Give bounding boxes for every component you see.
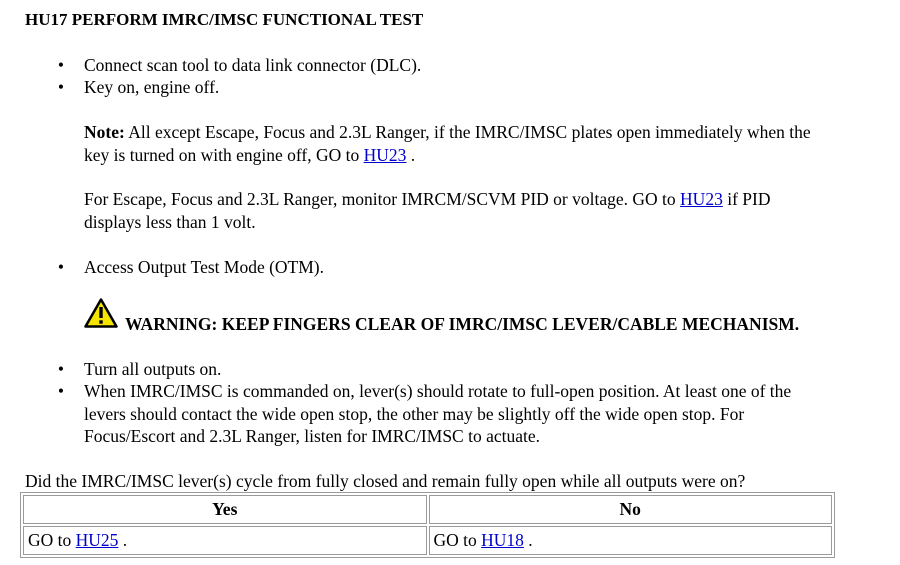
yes-header: Yes bbox=[23, 495, 427, 524]
yes-goto-text: GO to bbox=[28, 530, 72, 550]
warning-triangle-icon bbox=[84, 298, 118, 328]
table-row bbox=[23, 526, 832, 555]
lever-line-2: levers should contact the wide open stop, the other may be slightly off the wide open stop. For bbox=[84, 403, 745, 424]
para2-text-1: For Escape, Focus and 2.3L Ranger, monitor IMRCM/SCVM PID or voltage. GO to bbox=[84, 189, 676, 209]
bullet-icon: • bbox=[57, 257, 65, 277]
bullet-icon: • bbox=[57, 359, 65, 379]
link-hu23-pid[interactable]: HU23 bbox=[680, 189, 723, 209]
step-key-on: Key on, engine off. bbox=[84, 77, 220, 97]
note-text-1: All except Escape, Focus and 2.3L Ranger, if the IMRC/IMSC plates open immediately when the bbox=[128, 122, 811, 142]
step-connect-scan-tool: Connect scan tool to data link connector (DLC). bbox=[84, 55, 422, 75]
bullet-icon: • bbox=[57, 381, 65, 401]
para2-line-1 bbox=[84, 188, 899, 211]
note-label: Note: bbox=[84, 122, 125, 142]
step-turn-outputs-on: Turn all outputs on. bbox=[84, 359, 222, 379]
no-header: No bbox=[429, 495, 833, 524]
table-header-row bbox=[23, 495, 832, 524]
para2-text-1b: if PID bbox=[727, 189, 771, 209]
bullet-icon: • bbox=[57, 55, 65, 75]
step-access-otm: Access Output Test Mode (OTM). bbox=[84, 257, 325, 277]
no-goto-text: GO to bbox=[433, 530, 477, 550]
note-line-1 bbox=[84, 121, 899, 144]
page-title: HU17 PERFORM IMRC/IMSC FUNCTIONAL TEST bbox=[25, 10, 424, 29]
no-cell bbox=[429, 526, 833, 555]
lever-line-3: Focus/Escort and 2.3L Ranger, listen for IMRC/IMSC to actuate. bbox=[84, 426, 541, 446]
note-paragraph bbox=[84, 121, 899, 166]
yes-cell bbox=[23, 526, 427, 555]
link-hu23-note[interactable]: HU23 bbox=[363, 144, 407, 165]
lever-line-1: When IMRC/IMSC is commanded on, lever(s) should rotate to full-open position. At least one of the bbox=[84, 381, 792, 401]
note-period: . bbox=[410, 144, 416, 165]
yes-period: . bbox=[122, 530, 128, 550]
link-hu25[interactable]: HU25 bbox=[75, 530, 119, 550]
note-line-2 bbox=[84, 144, 899, 167]
no-period: . bbox=[528, 530, 533, 550]
bullet-icon: • bbox=[57, 77, 65, 97]
link-hu18[interactable]: HU18 bbox=[481, 530, 524, 550]
step-lever-paragraph bbox=[84, 380, 899, 448]
question-text: Did the IMRC/IMSC lever(s) cycle from fully closed and remain fully open while all outputs were on? bbox=[25, 471, 746, 491]
escape-focus-paragraph bbox=[84, 188, 899, 233]
answers-table bbox=[20, 492, 835, 558]
para2-line-2: displays less than 1 volt. bbox=[84, 211, 256, 232]
warning-text: WARNING: KEEP FINGERS CLEAR OF IMRC/IMSC LEVER/CABLE MECHANISM. bbox=[125, 314, 800, 334]
note-text-2: key is turned on with engine off, GO to bbox=[84, 144, 360, 165]
